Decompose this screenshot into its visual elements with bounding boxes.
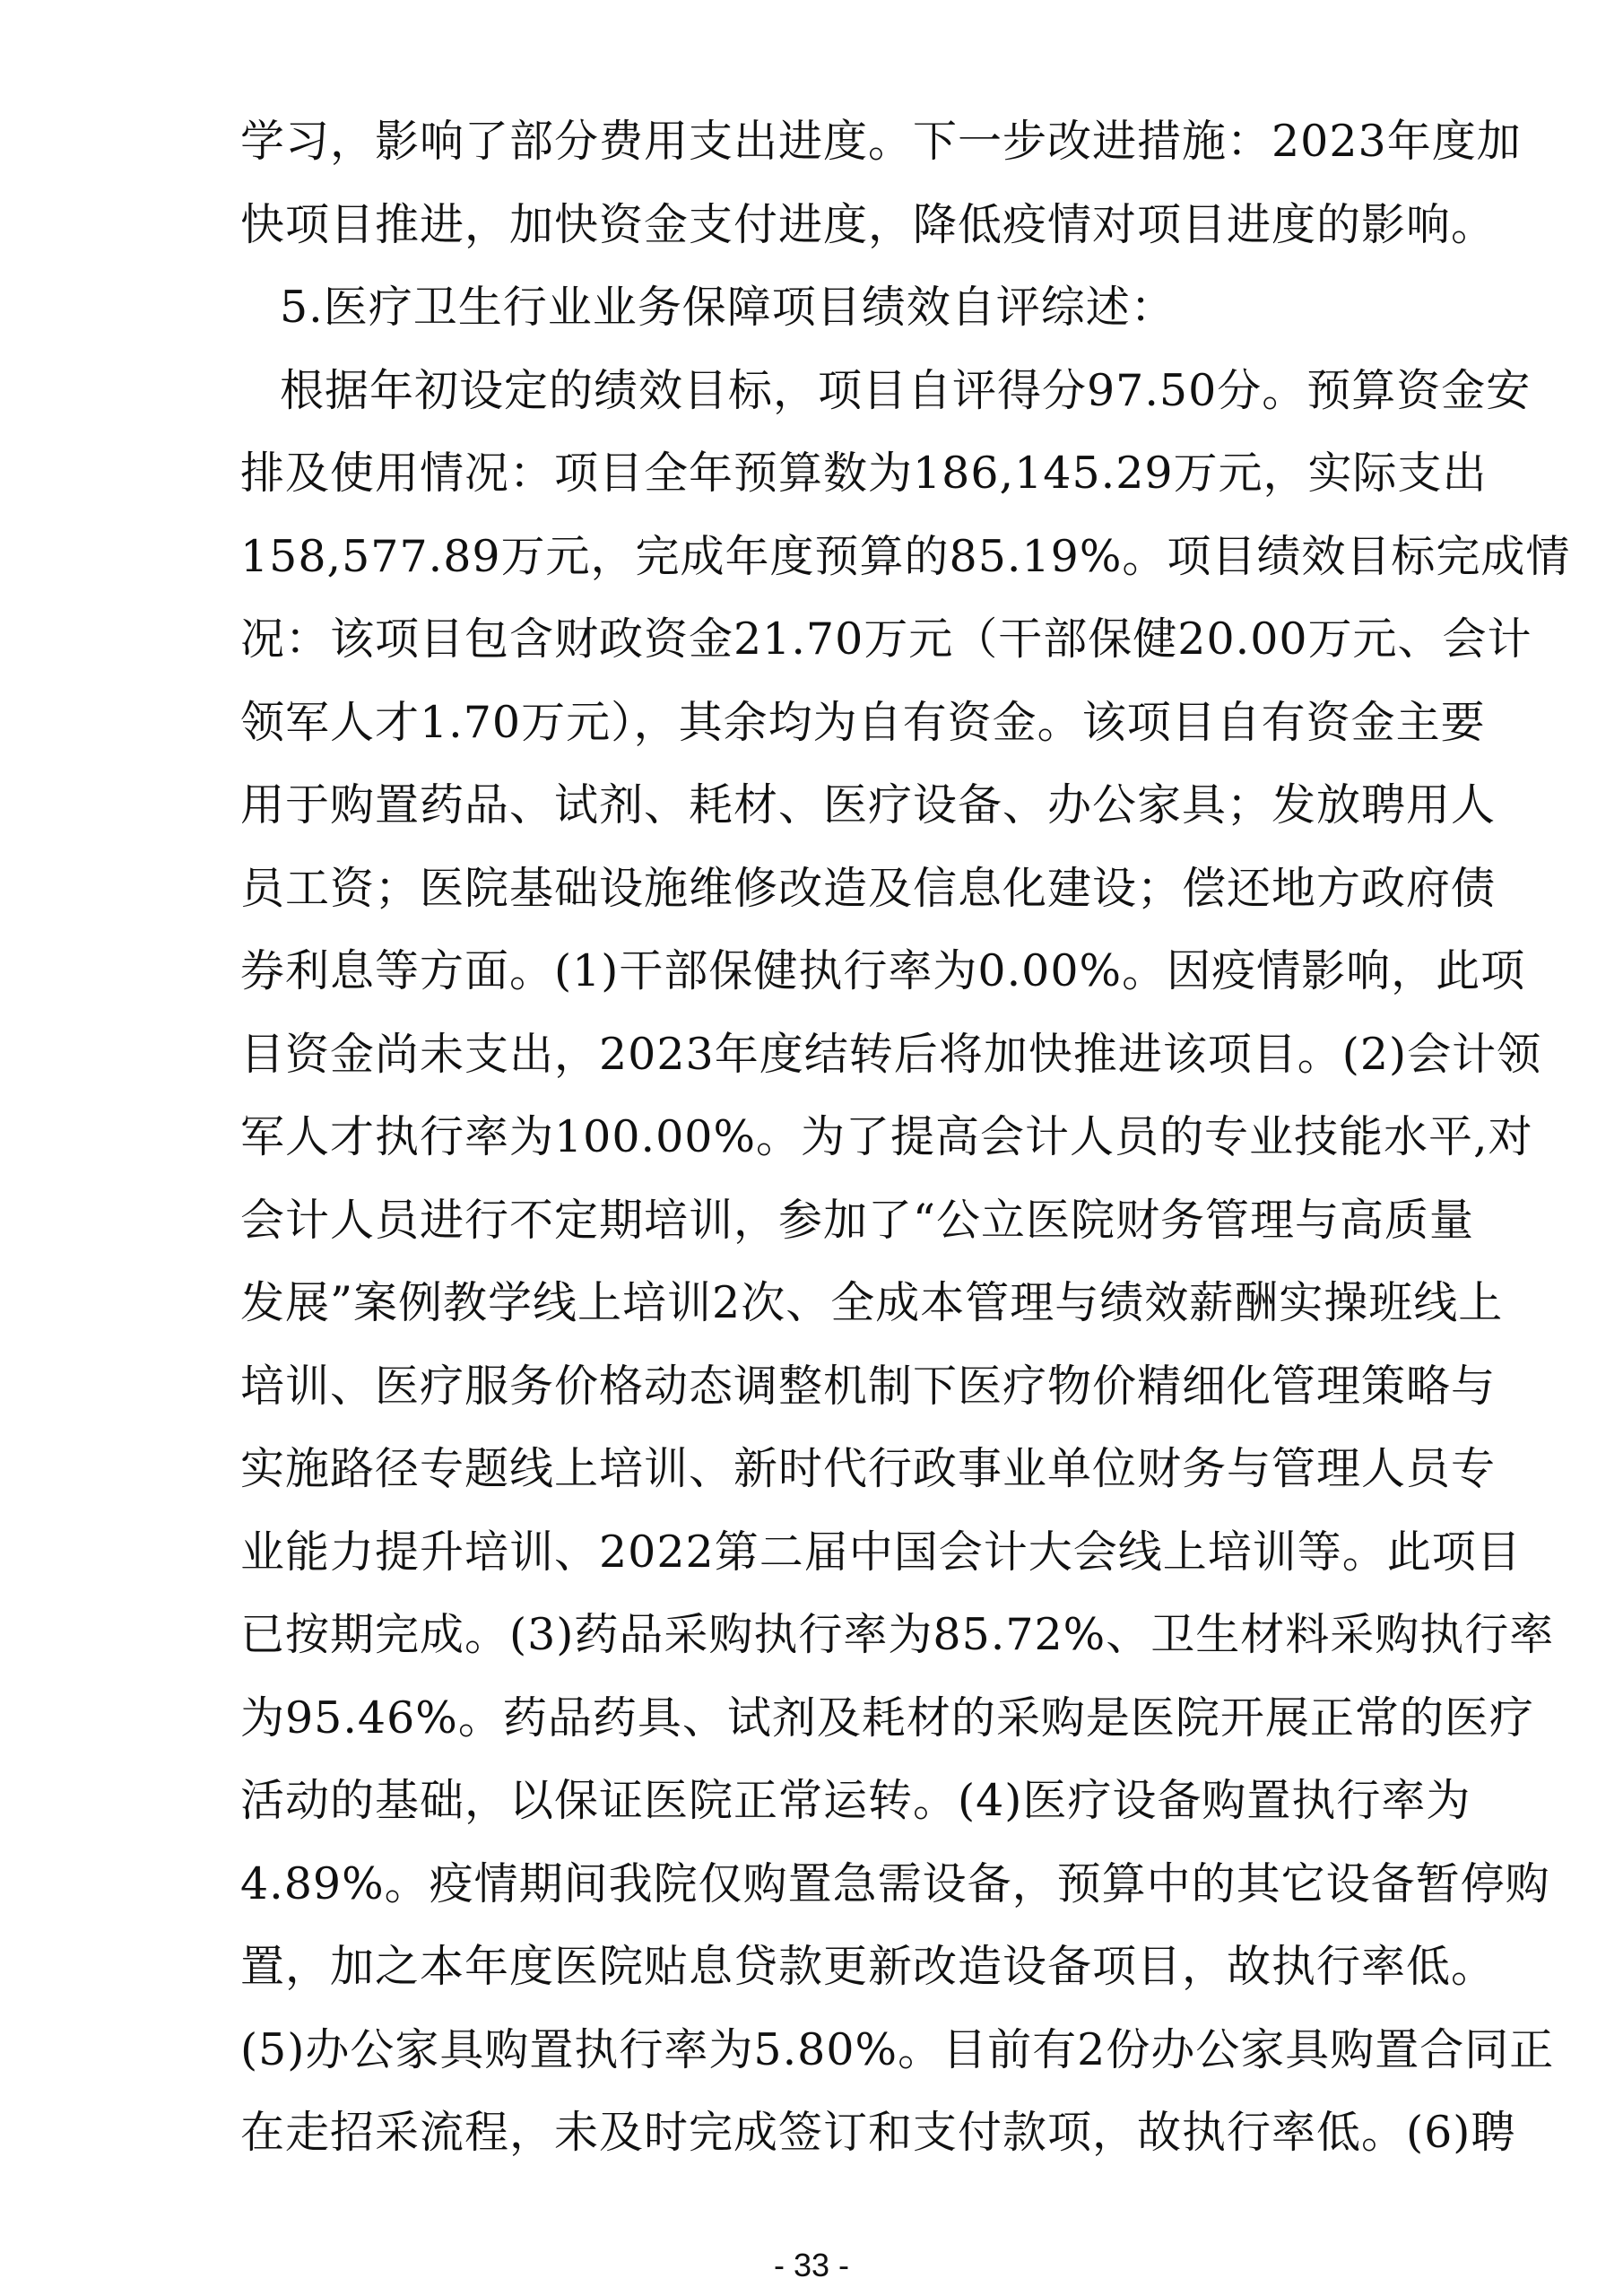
text-line: 发展”案例教学线上培训2次、全成本管理与绩效薪酬实操班线上 <box>240 1277 1504 1328</box>
text-line: 为95.46%。药品药具、试剂及耗材的采购是医院开展正常的医疗 <box>240 1692 1534 1744</box>
text-line: 学习，影响了部分费用支出进度。下一步改进措施：2023年度加 <box>240 116 1522 167</box>
text-line: 培训、医疗服务价格动态调整机制下医疗物价精细化管理策略与 <box>240 1360 1497 1412</box>
text-line: 已按期完成。(3)药品采购执行率为85.72%、卫生材料采购执行率 <box>240 1609 1555 1660</box>
section-heading: 5.医疗卫生行业业务保障项目绩效自评综述： <box>280 282 1176 333</box>
body-text <box>240 100 1571 2175</box>
text-line: 根据年初设定的绩效目标，项目自评得分97.50分。预算资金安 <box>280 364 1532 416</box>
text-line: 况：该项目包含财政资金21.70万元（干部保健20.00万元、会计 <box>240 613 1532 665</box>
text-line: 券利息等方面。(1)干部保健执行率为0.00%。因疫情影响，此项 <box>240 945 1526 996</box>
text-line: 在走招采流程，未及时完成签订和支付款项，故执行率低。(6)聘 <box>240 2107 1516 2158</box>
text-line: 实施路径专题线上培训、新时代行政事业单位财务与管理人员专 <box>240 1443 1497 1494</box>
text-line: 158,577.89万元，完成年度预算的85.19%。项目绩效目标完成情 <box>240 530 1571 582</box>
text-line: 领军人才1.70万元），其余均为自有资金。该项目自有资金主要 <box>240 696 1486 748</box>
text-line: 员工资；医院基础设施维修改造及信息化建设；偿还地方政府债 <box>240 862 1497 914</box>
text-line: 业能力提升培训、2022第二届中国会计大会线上培训等。此项目 <box>240 1526 1522 1578</box>
text-line: 用于购置药品、试剂、耗材、医疗设备、办公家具；发放聘用人 <box>240 779 1497 831</box>
text-line: 会计人员进行不定期培训，参加了“公立医院财务管理与高质量 <box>240 1194 1475 1246</box>
text-line: 快项目推进，加快资金支付进度，降低疫情对项目进度的影响。 <box>240 198 1497 250</box>
page-number: - 33 - <box>773 2247 850 2283</box>
text-line: 军人才执行率为100.00%。为了提高会计人员的专业技能水平,对 <box>240 1111 1533 1162</box>
text-line: 置，加之本年度医院贴息贷款更新改造设备项目，故执行率低。 <box>240 1941 1497 1992</box>
text-line: 排及使用情况：项目全年预算数为186,145.29万元，实际支出 <box>240 448 1488 499</box>
text-line: 目资金尚未支出，2023年度结转后将加快推进该项目。(2)会计领 <box>240 1028 1542 1080</box>
text-line: 活动的基础，以保证医院正常运转。(4)医疗设备购置执行率为 <box>240 1775 1471 1826</box>
text-line: 4.89%。疫情期间我院仅购置急需设备，预算中的其它设备暂停购 <box>240 1857 1550 1909</box>
text-line: (5)办公家具购置执行率为5.80%。目前有2份办公家具购置合同正 <box>240 2023 1555 2075</box>
